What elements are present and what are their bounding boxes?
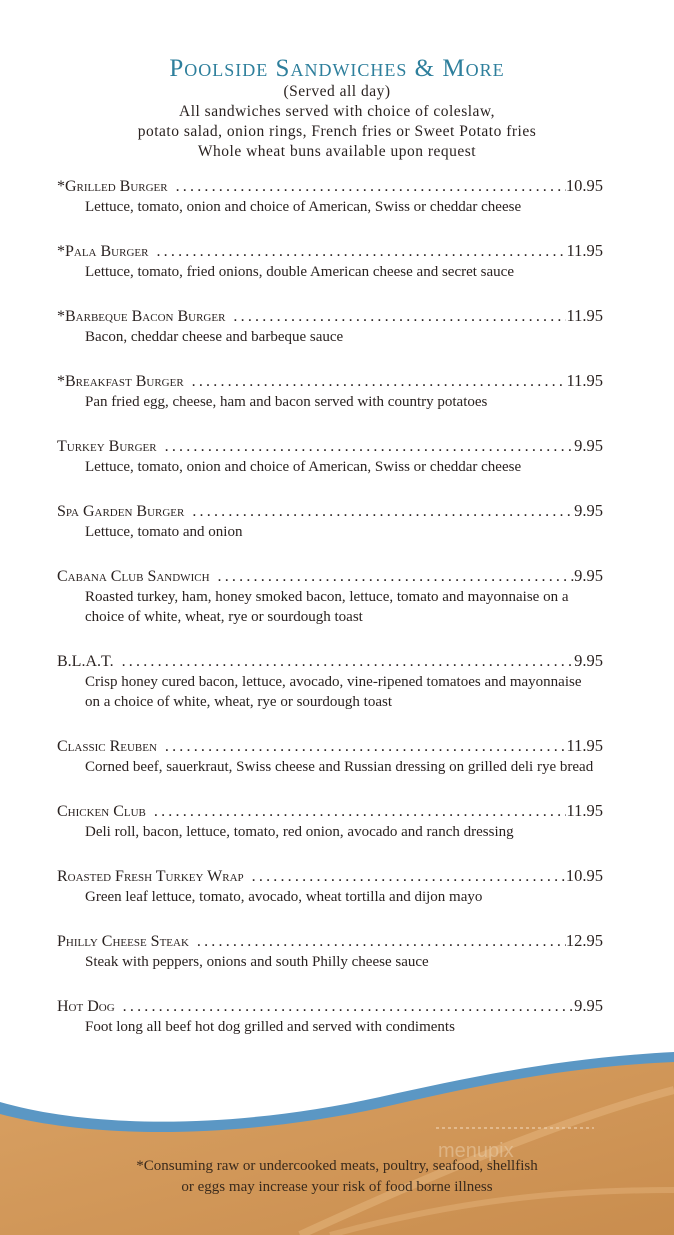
dot-leader xyxy=(165,736,567,757)
menu-item-price: 9.95 xyxy=(574,501,603,520)
menu-header xyxy=(0,56,674,162)
footer-wave-background xyxy=(0,1040,674,1235)
menu-item-description: Pan fried egg, cheese, ham and bacon served with country potatoes xyxy=(85,394,488,410)
menu-item-price: 10.95 xyxy=(565,866,603,885)
menu-item-description: Roasted turkey, ham, honey smoked bacon, lettuce, tomato and mayonnaise on a choice of white, wheat, rye or sourdough toast xyxy=(85,589,569,625)
menu-item-name: Cabana Club Sandwich xyxy=(57,568,210,585)
menu-item-row xyxy=(57,435,603,457)
dot-leader xyxy=(218,566,575,587)
menu-item-row xyxy=(57,995,603,1017)
menu-item xyxy=(57,370,603,412)
menu-item-price: 11.95 xyxy=(566,241,603,260)
menu-item-price: 11.95 xyxy=(566,801,603,820)
menu-item-name: Hot Dog xyxy=(57,998,115,1015)
menu-item-row xyxy=(57,370,603,392)
menu-item-row xyxy=(57,735,603,757)
dot-leader xyxy=(233,306,566,327)
menu-item xyxy=(57,735,603,777)
menu-item-name: Classic Reuben xyxy=(57,738,157,755)
menu-item-price: 12.95 xyxy=(565,931,603,950)
menu-item-price: 11.95 xyxy=(566,306,603,325)
consumer-advisory xyxy=(0,1156,674,1198)
menu-item-name: *Breakfast Burger xyxy=(57,373,184,390)
menu-item-price: 9.95 xyxy=(574,996,603,1015)
menu-item xyxy=(57,650,603,712)
menu-item-row xyxy=(57,175,603,197)
dot-leader xyxy=(154,801,567,822)
menu-item-name: Spa Garden Burger xyxy=(57,503,185,520)
menu-item-description: Lettuce, tomato and onion xyxy=(85,524,243,540)
menu-item-name: Philly Cheese Steak xyxy=(57,933,189,950)
served-all-day: (Served all day) xyxy=(283,83,391,100)
menu-item-description: Crisp honey cured bacon, lettuce, avocado, vine-ripened tomatoes and mayonnaise on a choice of white, wheat, rye or sourdough toast xyxy=(85,674,582,710)
menu-items xyxy=(57,175,603,1037)
menu-item xyxy=(57,865,603,907)
menu-item-description: Lettuce, tomato, onion and choice of American, Swiss or cheddar cheese xyxy=(85,459,522,475)
menu-item-description: Corned beef, sauerkraut, Swiss cheese and Russian dressing on grilled deli rye bread xyxy=(85,759,594,775)
dot-leader xyxy=(192,371,567,392)
menu-item-price: 9.95 xyxy=(574,651,603,670)
menu-item-row xyxy=(57,650,603,672)
menu-item-description: Green leaf lettuce, tomato, avocado, wheat tortilla and dijon mayo xyxy=(85,889,483,905)
watermark-logo: menupix xyxy=(438,1140,514,1162)
dot-leader xyxy=(252,866,566,887)
menu-item-name: Chicken Club xyxy=(57,803,146,820)
menu-item xyxy=(57,565,603,627)
menu-item xyxy=(57,500,603,542)
menu-item-name: *Barbeque Bacon Burger xyxy=(57,308,226,325)
advisory-line-2: or eggs may increase your risk of food borne illness xyxy=(181,1179,493,1195)
menu-item-description: Foot long all beef hot dog grilled and served with condiments xyxy=(85,1019,455,1035)
menu-item-name: Roasted Fresh Turkey Wrap xyxy=(57,868,244,885)
menu-item-description: Deli roll, bacon, lettuce, tomato, red onion, avocado and ranch dressing xyxy=(85,824,514,840)
menu-item xyxy=(57,930,603,972)
menu-item xyxy=(57,800,603,842)
advisory-line-1: *Consuming raw or undercooked meats, poultry, seafood, shellfish xyxy=(136,1158,538,1174)
menu-item xyxy=(57,995,603,1037)
menu-item-row xyxy=(57,305,603,327)
menu-item-description: Bacon, cheddar cheese and barbeque sauce xyxy=(85,329,344,345)
menu-item-price: 11.95 xyxy=(566,371,603,390)
dot-leader xyxy=(197,931,566,952)
menu-item-price: 9.95 xyxy=(574,566,603,585)
dot-leader xyxy=(123,996,574,1017)
menu-item-row xyxy=(57,930,603,952)
menu-item-name: *Grilled Burger xyxy=(57,178,168,195)
dot-leader xyxy=(165,436,575,457)
dot-leader xyxy=(176,176,566,197)
menu-item-description: Lettuce, tomato, fried onions, double American cheese and secret sauce xyxy=(85,264,514,280)
dot-leader xyxy=(156,241,566,262)
menu-item-row xyxy=(57,800,603,822)
menu-item xyxy=(57,305,603,347)
sides-line-1: All sandwiches served with choice of coleslaw, xyxy=(179,103,495,120)
menu-title: Poolside Sandwiches & More xyxy=(169,55,505,82)
menu-item xyxy=(57,175,603,217)
sides-line-2: potato salad, onion rings, French fries or Sweet Potato fries xyxy=(137,123,537,140)
menu-item-description: Steak with peppers, onions and south Philly cheese sauce xyxy=(85,954,429,970)
menu-item-row xyxy=(57,865,603,887)
menu-item-price: 9.95 xyxy=(574,436,603,455)
menu-item xyxy=(57,240,603,282)
menu-item-description: Lettuce, tomato, onion and choice of American, Swiss or cheddar cheese xyxy=(85,199,522,215)
menu-item-price: 11.95 xyxy=(566,736,603,755)
dot-leader xyxy=(122,651,575,672)
menu-item-row xyxy=(57,240,603,262)
menu-item-row xyxy=(57,565,603,587)
menu-item-price: 10.95 xyxy=(565,176,603,195)
buns-note: Whole wheat buns available upon request xyxy=(197,143,477,160)
dot-leader xyxy=(192,501,574,522)
menu-item-name: Turkey Burger xyxy=(57,438,157,455)
menu-item-name: B.L.A.T. xyxy=(57,653,114,670)
menu-item-row xyxy=(57,500,603,522)
menu-item xyxy=(57,435,603,477)
menu-item-name: *Pala Burger xyxy=(57,243,149,260)
